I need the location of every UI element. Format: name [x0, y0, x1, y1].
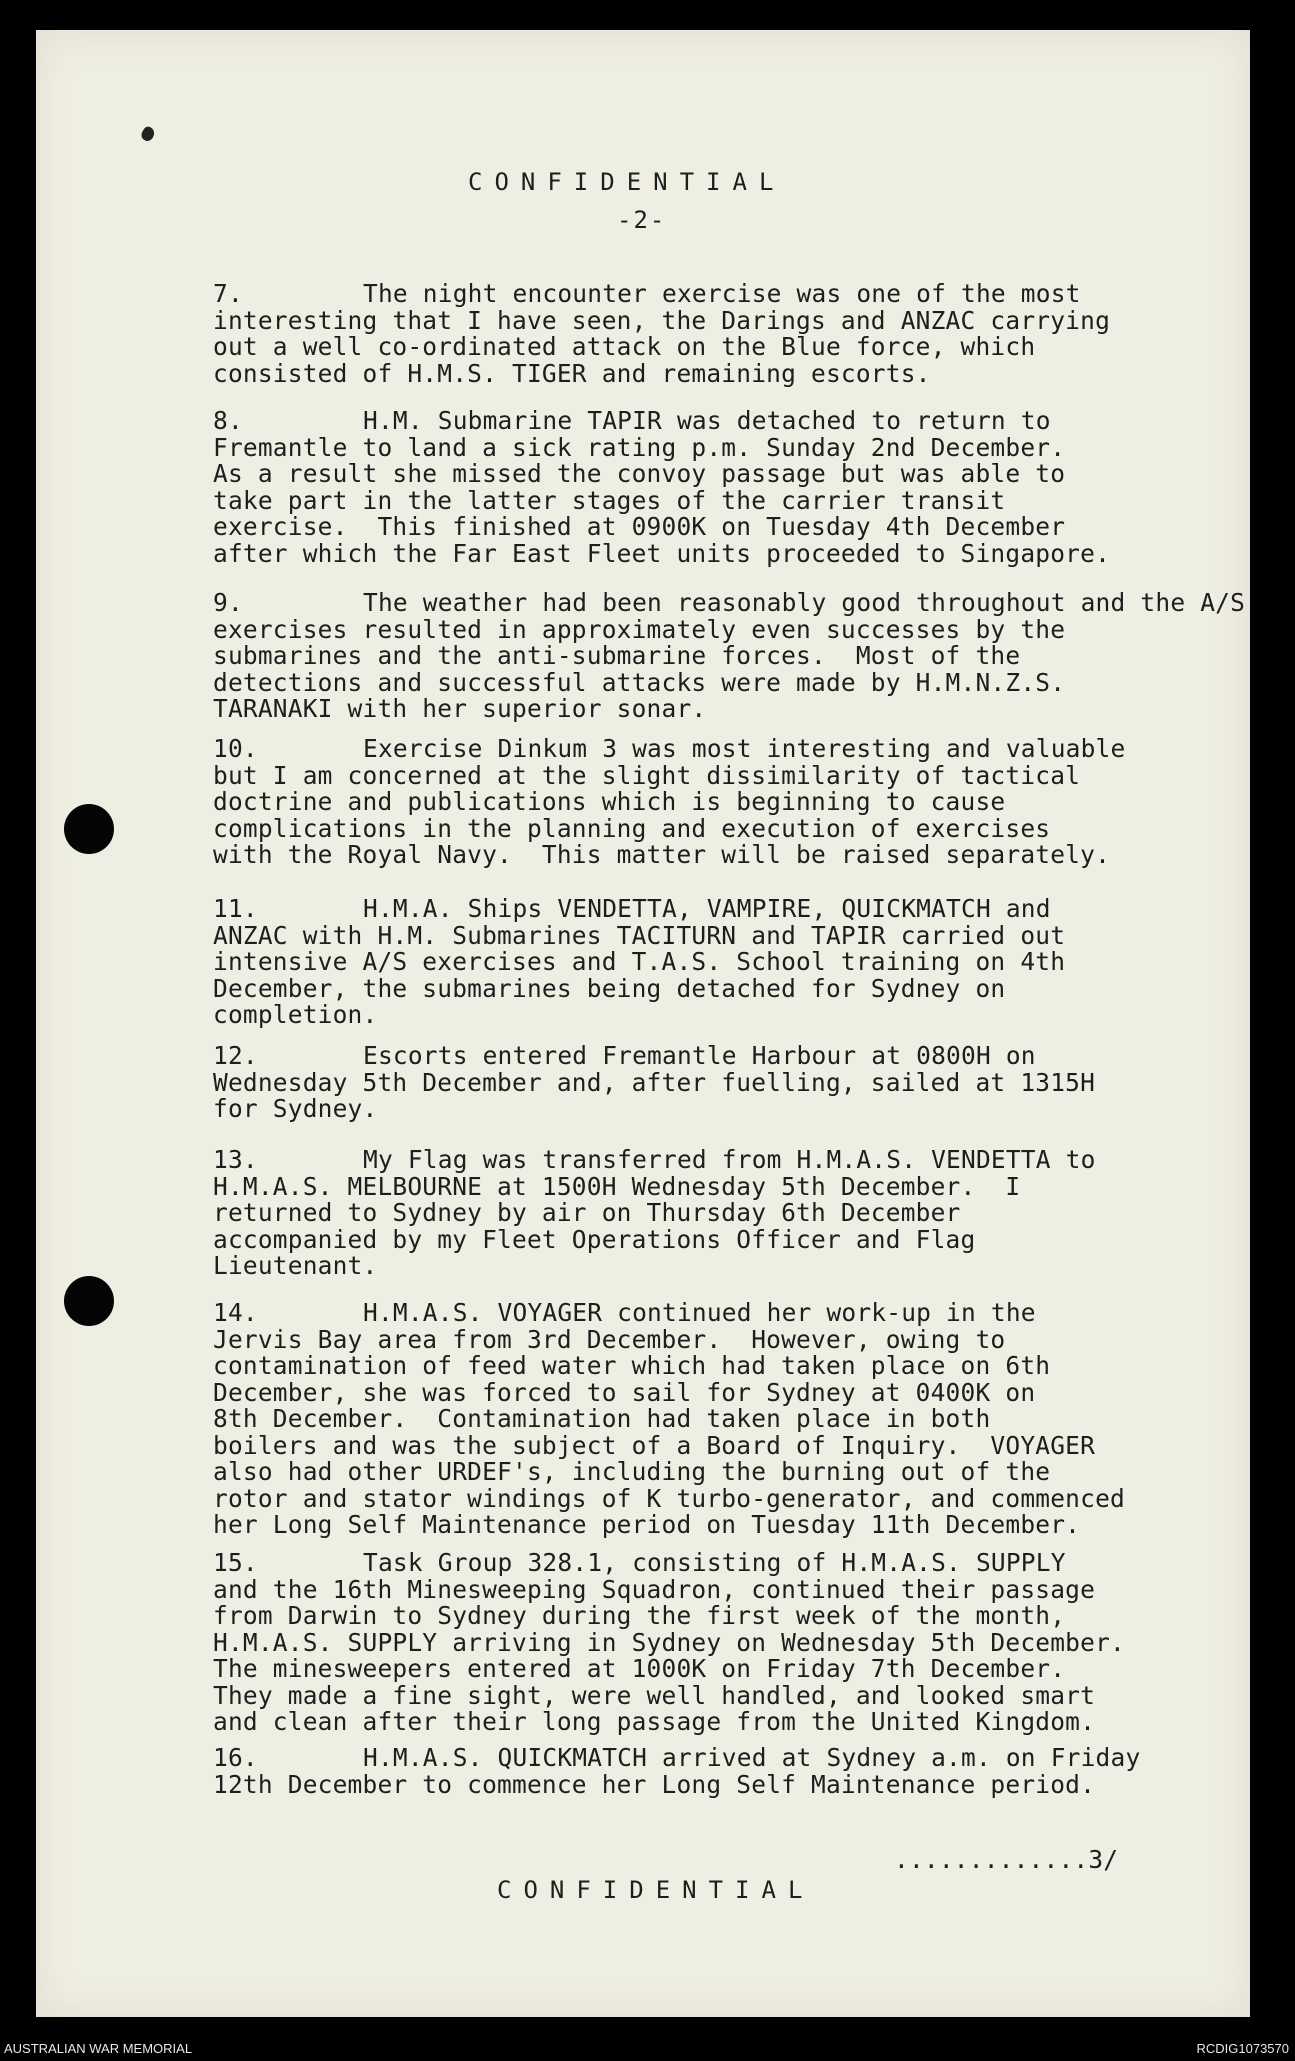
- paragraph-text: Fremantle to land a sick rating p.m. Sunday 2nd December.: [213, 432, 1066, 462]
- paragraph-text: They made a fine sight, were well handled, and looked smart: [213, 1680, 1096, 1710]
- paragraph-number: 13.: [213, 1145, 258, 1174]
- paragraph-first-line: [213, 1550, 1193, 1577]
- paragraph-text: The minesweepers entered at 1000K on Friday 7th December.: [213, 1654, 1066, 1683]
- paragraph-line: [213, 842, 1193, 869]
- paragraph-line: [213, 949, 1193, 976]
- paragraph-line: [213, 1603, 1193, 1630]
- paragraph-first-line: [213, 1147, 1193, 1174]
- paragraph-text: H.M.A.S. SUPPLY arriving in Sydney on Wednesday 5th December.: [213, 1627, 1125, 1657]
- archive-bar: [0, 2034, 1295, 2061]
- paragraph-number: 15.: [213, 1548, 258, 1577]
- paragraph-text: rotor and stator windings of K turbo-generator, and commenced: [213, 1483, 1125, 1513]
- paragraph-line: [213, 1574, 1193, 1604]
- paragraph-text: detections and successful attacks were made by H.M.N.Z.S.: [213, 667, 1066, 697]
- paragraph: [213, 1745, 1193, 1798]
- paragraph-text: H.M. Submarine TAPIR was detached to return to: [363, 406, 1051, 435]
- paragraph-first-line: [213, 1745, 1193, 1772]
- paragraph-line: [213, 358, 1193, 388]
- paragraph-text: Exercise Dinkum 3 was most interesting and valuable: [363, 734, 1126, 763]
- paragraph-text: interesting that I have seen, the Darings and ANZAC carrying: [213, 305, 1111, 335]
- paragraph-text: intensive A/S exercises and T.A.S. School training on 4th: [213, 947, 1066, 976]
- page-number: -2-: [617, 206, 667, 234]
- paragraph-number: 16.: [213, 1743, 258, 1772]
- punch-hole-bottom: [64, 1276, 114, 1326]
- paragraph-text: complications in the planning and execution of exercises: [213, 813, 1051, 843]
- paragraph: [213, 1550, 1193, 1736]
- paragraph-line: [213, 789, 1193, 816]
- paragraph-text: As a result she missed the convoy passage but was able to: [213, 459, 1066, 488]
- paragraph-text: 8th December. Contamination had taken place in both: [213, 1404, 991, 1433]
- paragraph-line: [213, 1680, 1193, 1710]
- paragraph-text: from Darwin to Sydney during the first week of the month,: [213, 1601, 1066, 1630]
- paragraph-line: [213, 614, 1193, 644]
- paragraph-text: Task Group 328.1, consisting of H.M.A.S. SUPPLY: [363, 1548, 1066, 1577]
- paragraph-text: accompanied by my Fleet Operations Officer and Flag: [213, 1224, 976, 1254]
- paragraph-text: after which the Far East Fleet units proceeded to Singapore.: [213, 538, 1111, 568]
- paragraph-line: [213, 1171, 1193, 1201]
- paragraph-line: [213, 696, 1193, 723]
- paragraph: [213, 736, 1193, 869]
- archive-id: RCDIG1073570: [1196, 2041, 1289, 2056]
- paragraph-text: December, she was forced to sail for Sydney at 0400K on: [213, 1377, 1036, 1407]
- paragraph-line: [213, 1512, 1193, 1539]
- paragraph-first-line: [213, 1300, 1193, 1327]
- paragraph-line: [213, 1709, 1193, 1736]
- paragraph-text: out a well co-ordinated attack on the Blue force, which: [213, 332, 1036, 361]
- paragraph-text: exercise. This finished at 0900K on Tuesday 4th December: [213, 512, 1066, 541]
- paragraph-text: completion.: [213, 1000, 378, 1029]
- paragraph-text: ANZAC with H.M. Submarines TACITURN and TAPIR carried out: [213, 920, 1066, 950]
- paragraph-line: [213, 538, 1193, 568]
- paragraph-line: [213, 1253, 1193, 1280]
- paragraph-line: [213, 760, 1193, 790]
- paragraph-text: doctrine and publications which is beginning to cause: [213, 787, 1006, 816]
- paragraph-line: [213, 1353, 1193, 1380]
- paragraph-line: [213, 1096, 1193, 1123]
- paragraph-line: [213, 813, 1193, 843]
- paragraph-text: submarines and the anti-submarine forces. Most of the: [213, 641, 1021, 670]
- paragraph-line: [213, 1224, 1193, 1254]
- paragraph-line: [213, 1200, 1193, 1227]
- paragraph-text: H.M.A.S. QUICKMATCH arrived at Sydney a.m. on Friday: [363, 1743, 1141, 1772]
- paragraph: [213, 408, 1193, 567]
- paragraph-line: [213, 305, 1193, 335]
- paragraph-text: boilers and was the subject of a Board of Inquiry. VOYAGER: [213, 1430, 1096, 1460]
- continuation-marker: .............3/: [894, 1845, 1119, 1874]
- paragraph-line: [213, 1769, 1193, 1799]
- paragraph-text: take part in the latter stages of the carrier transit: [213, 485, 1006, 515]
- paragraph-line: [213, 514, 1193, 541]
- paragraph-text: December, the submarines being detached for Sydney on: [213, 973, 1006, 1003]
- paragraph-line: [213, 920, 1193, 950]
- paragraph-number: 11.: [213, 894, 258, 923]
- paragraph-line: [213, 334, 1193, 361]
- paragraph: [213, 1300, 1193, 1539]
- paragraph: [213, 588, 1246, 723]
- footer-confidential: CONFIDENTIAL: [497, 1876, 815, 1904]
- paragraph: [213, 281, 1193, 387]
- paragraph-text: and clean after their long passage from the United Kingdom.: [213, 1707, 1096, 1736]
- paragraph-number: 7.: [213, 279, 243, 308]
- paragraph-line: [213, 485, 1193, 515]
- paragraph-first-line: [213, 736, 1193, 763]
- paragraph-text: TARANAKI with her superior sonar.: [213, 694, 707, 723]
- paragraph-text: and the 16th Minesweeping Squadron, continued their passage: [213, 1574, 1096, 1604]
- paragraph-line: [213, 1656, 1193, 1683]
- paragraph-text: consisted of H.M.S. TIGER and remaining escorts.: [213, 358, 931, 388]
- paragraph-line: [213, 1377, 1193, 1407]
- paragraph-text: The weather had been reasonably good throughout and the A/S: [363, 588, 1246, 617]
- header-confidential: CONFIDENTIAL: [468, 168, 786, 196]
- paragraph-line: [213, 461, 1193, 488]
- paragraph-text: her Long Self Maintenance period on Tuesday 11th December.: [213, 1510, 1081, 1539]
- archive-label: AUSTRALIAN WAR MEMORIAL: [4, 2041, 193, 2056]
- paragraph-line: [213, 667, 1193, 697]
- paragraph-text: Wednesday 5th December and, after fuelling, sailed at 1315H: [213, 1067, 1096, 1097]
- paragraph-text: H.M.A. Ships VENDETTA, VAMPIRE, QUICKMATCH and: [363, 894, 1051, 923]
- paragraph-number: 12.: [213, 1041, 258, 1070]
- paragraph-line: [213, 1459, 1193, 1486]
- paragraph-text: Escorts entered Fremantle Harbour at 0800H on: [363, 1041, 1036, 1070]
- paragraph-text: but I am concerned at the slight dissimilarity of tactical: [213, 760, 1081, 790]
- paragraph-text: Lieutenant.: [213, 1251, 378, 1280]
- punch-hole-top: [64, 804, 114, 854]
- paragraph-line: [213, 1324, 1193, 1354]
- paragraph-line: [213, 643, 1193, 670]
- paragraph-text: H.M.A.S. VOYAGER continued her work-up in the: [363, 1298, 1036, 1327]
- paragraph-line: [213, 1002, 1193, 1029]
- paragraph-first-line: [213, 896, 1193, 923]
- paragraph-line: [213, 1406, 1193, 1433]
- paragraph-text: contamination of feed water which had taken place on 6th: [213, 1351, 1051, 1380]
- paragraph-line: [213, 432, 1193, 462]
- paragraph-text: 12th December to commence her Long Self Maintenance period.: [213, 1769, 1096, 1799]
- paragraph-text: exercises resulted in approximately even successes by the: [213, 614, 1066, 644]
- paragraph-line: [213, 1627, 1193, 1657]
- paragraph-first-line: [213, 1043, 1193, 1070]
- paragraph-line: [213, 1483, 1193, 1513]
- paragraph-text: returned to Sydney by air on Thursday 6th December: [213, 1198, 961, 1227]
- paragraph-text: for Sydney.: [213, 1094, 378, 1123]
- paragraph: [213, 896, 1193, 1029]
- paragraph: [213, 1147, 1193, 1280]
- paragraph-text: The night encounter exercise was one of the most: [363, 279, 1081, 308]
- paragraph-number: 14.: [213, 1298, 258, 1327]
- paragraph-first-line: [213, 588, 1246, 617]
- paragraph-text: My Flag was transferred from H.M.A.S. VENDETTA to: [363, 1145, 1096, 1174]
- paragraph-line: [213, 973, 1193, 1003]
- paragraph-text: also had other URDEF's, including the burning out of the: [213, 1457, 1051, 1486]
- paragraph-number: 8.: [213, 406, 243, 435]
- paragraph-text: H.M.A.S. MELBOURNE at 1500H Wednesday 5th December. I: [213, 1171, 1021, 1201]
- paragraph-number: 9.: [213, 588, 243, 617]
- paragraph-first-line: [213, 408, 1193, 435]
- paragraph: [213, 1043, 1193, 1123]
- paragraph-line: [213, 1067, 1193, 1097]
- paragraph-number: 10.: [213, 734, 258, 763]
- paragraph-line: [213, 1430, 1193, 1460]
- paragraph-first-line: [213, 281, 1193, 308]
- paragraph-text: with the Royal Navy. This matter will be raised separately.: [213, 840, 1111, 869]
- paragraph-text: Jervis Bay area from 3rd December. However, owing to: [213, 1324, 1006, 1354]
